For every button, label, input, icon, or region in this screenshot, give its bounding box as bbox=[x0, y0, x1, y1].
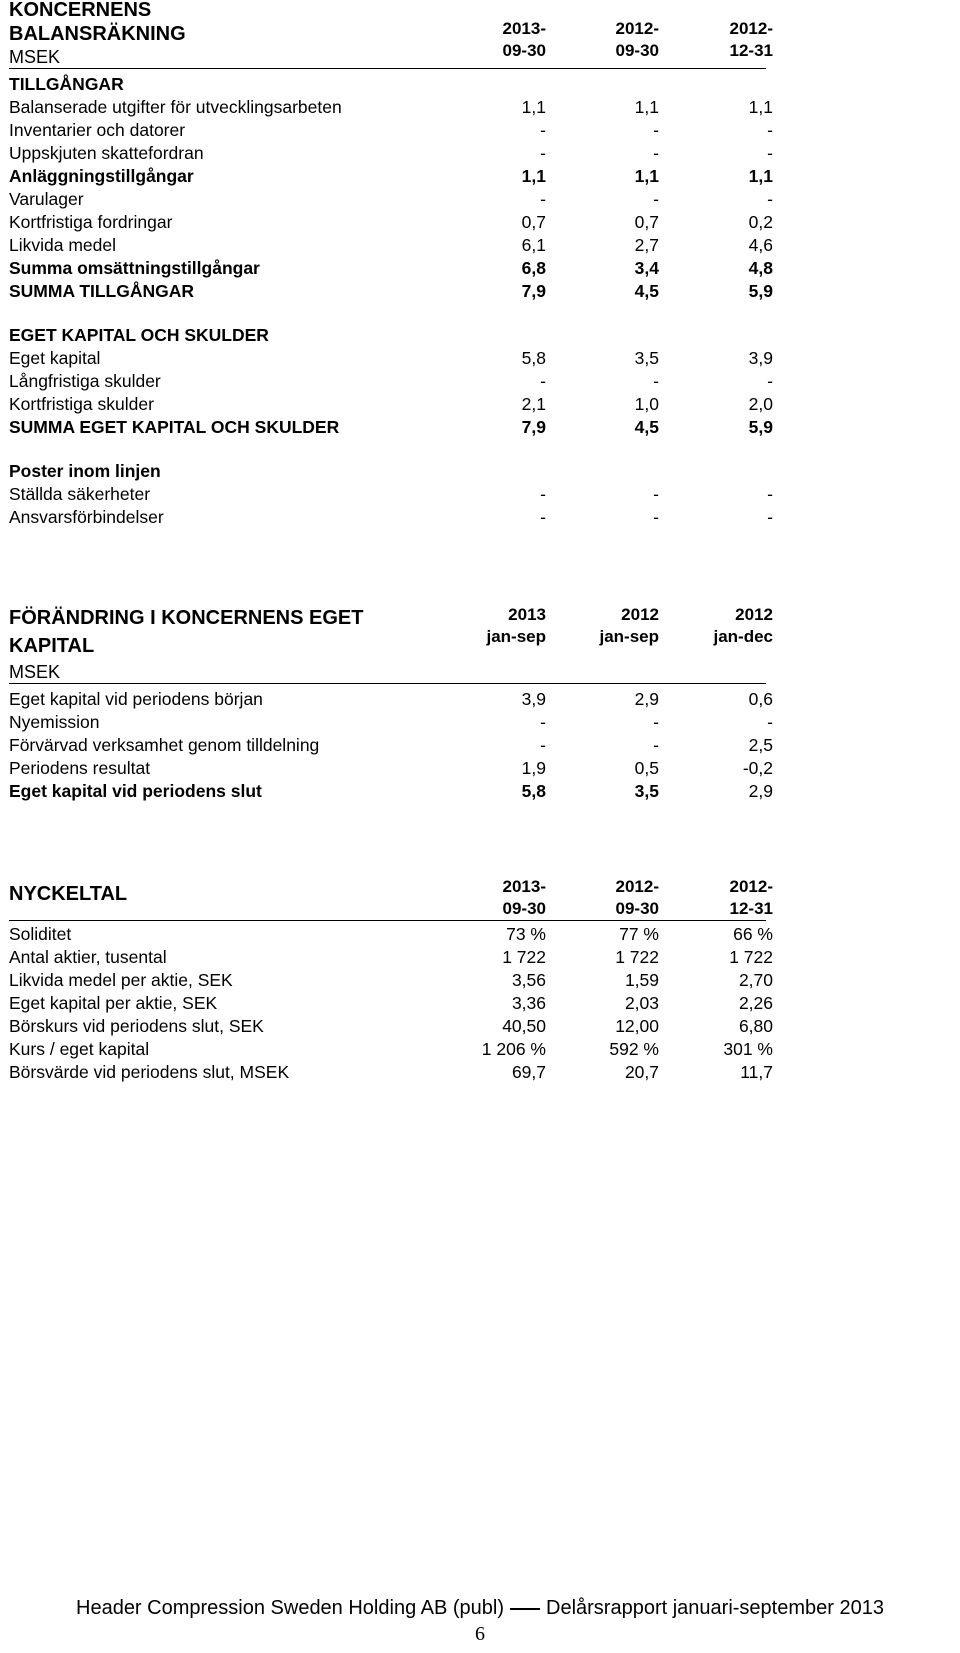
key-figures-title: NYCKELTAL bbox=[9, 883, 128, 905]
row-value-col1: 1 722 bbox=[502, 947, 546, 967]
row-value-col3: 3,9 bbox=[748, 348, 773, 368]
row-value-col2: 1 722 bbox=[615, 947, 659, 967]
equity-change-rows bbox=[9, 688, 773, 803]
key-col3-header: 2012- 12-31 bbox=[729, 877, 773, 918]
table-row bbox=[9, 73, 766, 96]
row-value-col3: - bbox=[767, 120, 773, 140]
row-label: Poster inom linjen bbox=[9, 461, 161, 481]
balance-col3-header: 2012- 12-31 bbox=[729, 19, 773, 60]
table-row bbox=[9, 992, 773, 1015]
row-value-col3: - bbox=[767, 371, 773, 391]
equity-title-line1: FÖRÄNDRING I KONCERNENS EGET bbox=[9, 607, 364, 629]
row-value-col2: 592 % bbox=[609, 1039, 659, 1059]
row-value-col1: 7,9 bbox=[521, 281, 546, 301]
page-footer bbox=[0, 1596, 960, 1620]
row-value-col1: 69,7 bbox=[511, 1062, 546, 1082]
equity-col3-header: 2012 jan-dec bbox=[713, 605, 773, 646]
row-value-col1: 2,1 bbox=[521, 394, 546, 414]
row-value-col1: - bbox=[540, 371, 546, 391]
row-value-col3: -0,2 bbox=[742, 758, 773, 778]
row-label: Uppskjuten skattefordran bbox=[9, 143, 204, 163]
table-row bbox=[9, 416, 773, 439]
row-label: Kortfristiga skulder bbox=[9, 394, 154, 414]
row-value-col1: 6,1 bbox=[521, 235, 546, 255]
table-row bbox=[9, 347, 773, 370]
table-row bbox=[9, 211, 773, 234]
balance-title-line2: BALANSRÄKNING bbox=[9, 23, 186, 45]
row-value-col2: - bbox=[653, 189, 659, 209]
row-value-col1: - bbox=[540, 189, 546, 209]
table-row bbox=[9, 257, 773, 280]
table-row bbox=[9, 460, 766, 483]
row-value-col1: 1,1 bbox=[521, 97, 546, 117]
table-row bbox=[9, 946, 773, 969]
row-value-col2: 1,59 bbox=[624, 970, 659, 990]
equity-col1-header: 2013 jan-sep bbox=[486, 605, 546, 646]
row-label: Varulager bbox=[9, 189, 84, 209]
row-value-col1: 1,9 bbox=[521, 758, 546, 778]
row-label: Eget kapital per aktie, SEK bbox=[9, 993, 218, 1013]
row-value-col2: - bbox=[653, 735, 659, 755]
row-value-col3: 1,1 bbox=[748, 166, 773, 186]
table-row bbox=[9, 1038, 773, 1061]
row-value-col3: 301 % bbox=[723, 1039, 773, 1059]
table-row bbox=[9, 165, 773, 188]
row-value-col1: 5,8 bbox=[521, 781, 546, 801]
row-label: Eget kapital bbox=[9, 348, 101, 368]
page-number: 6 bbox=[475, 1623, 485, 1645]
row-label: Eget kapital vid periodens början bbox=[9, 689, 263, 709]
row-label: Förvärvad verksamhet genom tilldelning bbox=[9, 735, 320, 755]
equity-unit: MSEK bbox=[9, 662, 61, 682]
row-value-col3: 1,1 bbox=[748, 97, 773, 117]
balance-col2-header: 2012- 09-30 bbox=[615, 19, 659, 60]
row-value-col2: 2,7 bbox=[634, 235, 659, 255]
row-label: Balanserade utgifter för utvecklingsarbeten bbox=[9, 97, 342, 117]
footer-report: Delårsrapport januari-september 2013 bbox=[546, 1597, 884, 1619]
row-value-col3: 66 % bbox=[733, 924, 773, 944]
key-figures-header bbox=[9, 874, 773, 921]
table-row bbox=[9, 711, 773, 734]
row-value-col2: - bbox=[653, 120, 659, 140]
row-value-col2: 20,7 bbox=[624, 1062, 659, 1082]
row-label: EGET KAPITAL OCH SKULDER bbox=[9, 325, 269, 345]
key-col1-header: 2013- 09-30 bbox=[502, 877, 546, 918]
group-spacer bbox=[9, 439, 766, 460]
row-value-col3: - bbox=[767, 143, 773, 163]
row-value-col3: 0,2 bbox=[748, 212, 773, 232]
table-row bbox=[9, 506, 773, 529]
row-value-col2: - bbox=[653, 507, 659, 527]
row-label: Periodens resultat bbox=[9, 758, 151, 778]
row-label: SUMMA TILLGÅNGAR bbox=[9, 281, 195, 301]
row-value-col1: 40,50 bbox=[502, 1016, 546, 1036]
row-value-col3: 4,6 bbox=[748, 235, 773, 255]
row-value-col1: - bbox=[540, 712, 546, 732]
table-row bbox=[9, 969, 773, 992]
equity-change-section bbox=[9, 605, 773, 803]
row-value-col1: - bbox=[540, 120, 546, 140]
row-value-col3: - bbox=[767, 189, 773, 209]
row-label: Antal aktier, tusental bbox=[9, 947, 167, 967]
table-row bbox=[9, 142, 773, 165]
row-label: Kurs / eget kapital bbox=[9, 1039, 150, 1059]
table-row bbox=[9, 96, 773, 119]
equity-col2-header: 2012 jan-sep bbox=[599, 605, 659, 646]
row-value-col3: 5,9 bbox=[748, 281, 773, 301]
table-row bbox=[9, 923, 773, 946]
footer-dash bbox=[510, 1608, 540, 1610]
equity-title-line2: KAPITAL bbox=[9, 635, 95, 657]
row-label: Nyemission bbox=[9, 712, 100, 732]
row-value-col2: 4,5 bbox=[634, 281, 659, 301]
balance-group bbox=[9, 73, 773, 303]
row-value-col3: 2,70 bbox=[738, 970, 773, 990]
table-row bbox=[9, 780, 773, 803]
table-row bbox=[9, 734, 773, 757]
key-figures-rows bbox=[9, 923, 773, 1084]
row-value-col3: 5,9 bbox=[748, 417, 773, 437]
row-value-col3: 2,26 bbox=[738, 993, 773, 1013]
table-row bbox=[9, 757, 773, 780]
row-value-col3: - bbox=[767, 484, 773, 504]
row-value-col1: - bbox=[540, 484, 546, 504]
table-row bbox=[9, 119, 773, 142]
row-label: Ställda säkerheter bbox=[9, 484, 151, 504]
row-label: Kortfristiga fordringar bbox=[9, 212, 173, 232]
row-value-col2: 1,1 bbox=[634, 166, 659, 186]
row-value-col3: 6,80 bbox=[738, 1016, 773, 1036]
row-value-col2: 0,7 bbox=[634, 212, 659, 232]
row-value-col1: - bbox=[540, 507, 546, 527]
row-label: Anläggningstillgångar bbox=[9, 166, 194, 186]
row-value-col1: 1,1 bbox=[521, 166, 546, 186]
row-value-col3: 2,0 bbox=[748, 394, 773, 414]
row-label: Inventarier och datorer bbox=[9, 120, 186, 140]
row-value-col2: 3,4 bbox=[634, 258, 659, 278]
row-value-col2: - bbox=[653, 712, 659, 732]
balance-col1-header: 2013- 09-30 bbox=[502, 19, 546, 60]
table-row bbox=[9, 188, 773, 211]
row-value-col1: 3,36 bbox=[511, 993, 546, 1013]
row-label: Ansvarsförbindelser bbox=[9, 507, 164, 527]
key-col2-header: 2012- 09-30 bbox=[615, 877, 659, 918]
balance-title-line1: KONCERNENS bbox=[9, 0, 152, 21]
table-row bbox=[9, 280, 773, 303]
group-spacer bbox=[9, 303, 766, 324]
row-label: Soliditet bbox=[9, 924, 72, 944]
row-value-col1: 1 206 % bbox=[481, 1039, 546, 1059]
row-label: Långfristiga skulder bbox=[9, 371, 161, 391]
row-value-col3: 0,6 bbox=[748, 689, 773, 709]
table-row bbox=[9, 324, 766, 347]
row-value-col2: 3,5 bbox=[634, 348, 659, 368]
row-label: Likvida medel bbox=[9, 235, 116, 255]
row-label: TILLGÅNGAR bbox=[9, 74, 124, 94]
row-value-col3: 2,5 bbox=[748, 735, 773, 755]
balance-sheet-rows bbox=[9, 73, 773, 529]
row-label: Börskurs vid periodens slut, SEK bbox=[9, 1016, 264, 1036]
row-value-col3: - bbox=[767, 712, 773, 732]
row-value-col1: 3,9 bbox=[521, 689, 546, 709]
row-value-col3: 1 722 bbox=[729, 947, 773, 967]
row-value-col2: 1,1 bbox=[634, 97, 659, 117]
row-label: Likvida medel per aktie, SEK bbox=[9, 970, 233, 990]
row-value-col3: 2,9 bbox=[748, 781, 773, 801]
table-row bbox=[9, 688, 773, 711]
row-value-col1: 7,9 bbox=[521, 417, 546, 437]
balance-group bbox=[9, 460, 773, 529]
row-value-col1: 6,8 bbox=[521, 258, 546, 278]
row-value-col2: 2,9 bbox=[634, 689, 659, 709]
row-label: Summa omsättningstillgångar bbox=[9, 258, 260, 278]
row-value-col2: 1,0 bbox=[634, 394, 659, 414]
row-value-col2: 12,00 bbox=[615, 1016, 659, 1036]
row-value-col1: - bbox=[540, 735, 546, 755]
balance-group bbox=[9, 324, 773, 439]
row-value-col2: 2,03 bbox=[624, 993, 659, 1013]
footer-company: Header Compression Sweden Holding AB (publ) bbox=[76, 1597, 505, 1619]
equity-change-header bbox=[9, 605, 773, 684]
row-value-col2: - bbox=[653, 484, 659, 504]
row-value-col1: 3,56 bbox=[511, 970, 546, 990]
row-value-col1: 5,8 bbox=[521, 348, 546, 368]
row-value-col3: 4,8 bbox=[748, 258, 773, 278]
table-row bbox=[9, 393, 773, 416]
row-value-col2: 0,5 bbox=[634, 758, 659, 778]
table-row bbox=[9, 370, 773, 393]
row-label: Börsvärde vid periodens slut, MSEK bbox=[9, 1062, 290, 1082]
table-row bbox=[9, 1015, 773, 1038]
row-value-col2: 3,5 bbox=[634, 781, 659, 801]
table-row bbox=[9, 483, 773, 506]
balance-unit: MSEK bbox=[9, 47, 61, 67]
row-value-col1: - bbox=[540, 143, 546, 163]
row-value-col2: - bbox=[653, 371, 659, 391]
row-value-col1: 0,7 bbox=[521, 212, 546, 232]
row-label: SUMMA EGET KAPITAL OCH SKULDER bbox=[9, 417, 340, 437]
key-figures-section bbox=[9, 874, 773, 1084]
balance-sheet-header bbox=[9, 0, 773, 69]
table-row bbox=[9, 1061, 773, 1084]
row-value-col3: 11,7 bbox=[740, 1062, 773, 1082]
row-value-col3: - bbox=[767, 507, 773, 527]
row-value-col2: - bbox=[653, 143, 659, 163]
balance-sheet-section bbox=[9, 0, 773, 529]
row-value-col2: 4,5 bbox=[634, 417, 659, 437]
table-row bbox=[9, 234, 773, 257]
row-label: Eget kapital vid periodens slut bbox=[9, 781, 262, 801]
row-value-col2: 77 % bbox=[619, 924, 659, 944]
row-value-col1: 73 % bbox=[506, 924, 546, 944]
